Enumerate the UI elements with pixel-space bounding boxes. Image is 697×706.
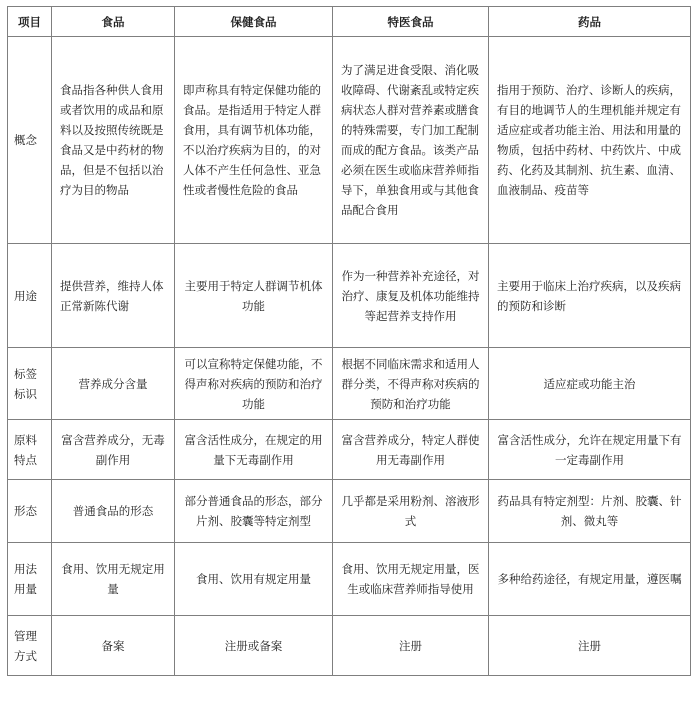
table-cell: 注册或备案 xyxy=(175,616,333,676)
row-label-form: 形态 xyxy=(8,480,52,543)
table-cell: 普通食品的形态 xyxy=(52,480,175,543)
table-cell: 注册 xyxy=(333,616,489,676)
table-cell: 即声称具有特定保健功能的食品。是指适用于特定人群食用，具有调节机体功能，不以治疗疾病为目的，的对人体不产生任何急性、亚急性或者慢性危险的食品 xyxy=(175,37,333,244)
table-cell: 食品指各种供人食用或者饮用的成品和原料以及按照传统既是食品又是中药材的物品，但是不包括以治疗为目的物品 xyxy=(52,37,175,244)
table-cell: 主要用于临床上治疗疾病，以及疾病的预防和诊断 xyxy=(489,244,691,348)
header-food: 食品 xyxy=(52,7,175,37)
table-row xyxy=(8,420,691,480)
table-row xyxy=(8,348,691,420)
row-label-management: 管理方式 xyxy=(8,616,52,676)
table-cell: 多种给药途径，有规定用量，遵医嘱 xyxy=(489,543,691,616)
row-label-concept: 概念 xyxy=(8,37,52,244)
header-drug: 药品 xyxy=(489,7,691,37)
table-row xyxy=(8,37,691,244)
table-row xyxy=(8,244,691,348)
table-cell: 富含活性成分，在规定的用量下无毒副作用 xyxy=(175,420,333,480)
table-cell: 备案 xyxy=(52,616,175,676)
table-row xyxy=(8,616,691,676)
row-label-labeling: 标签标识 xyxy=(8,348,52,420)
table-cell: 根据不同临床需求和适用人群分类，不得声称对疾病的预防和治疗功能 xyxy=(333,348,489,420)
table-row xyxy=(8,543,691,616)
table-cell: 部分普通食品的形态，部分片剂、胶囊等特定剂型 xyxy=(175,480,333,543)
table-cell: 富含营养成分，特定人群使用无毒副作用 xyxy=(333,420,489,480)
header-special-medical-food: 特医食品 xyxy=(333,7,489,37)
table-cell: 药品具有特定剂型：片剂、胶囊、针剂、微丸等 xyxy=(489,480,691,543)
table-row xyxy=(8,480,691,543)
row-label-materials: 原料特点 xyxy=(8,420,52,480)
table-cell: 几乎都是采用粉剂、溶液形式 xyxy=(333,480,489,543)
table-cell: 主要用于特定人群调节机体功能 xyxy=(175,244,333,348)
table-cell: 富含活性成分，允许在规定用量下有一定毒副作用 xyxy=(489,420,691,480)
table-cell: 食用、饮用无规定用量 xyxy=(52,543,175,616)
table-cell: 富含营养成分，无毒副作用 xyxy=(52,420,175,480)
table-cell: 为了满足进食受限、消化吸收障碍、代谢紊乱或特定疾病状态人群对营养素或膳食的特殊需要，专门加工配制而成的配方食品。该类产品必须在医生或临床营养师指导下，单独食用或与其他食品配合食用 xyxy=(333,37,489,244)
table-cell: 营养成分含量 xyxy=(52,348,175,420)
row-label-usage: 用途 xyxy=(8,244,52,348)
table-cell: 注册 xyxy=(489,616,691,676)
header-row xyxy=(8,7,691,37)
table-cell: 指用于预防、治疗、诊断人的疾病，有目的地调节人的生理机能并规定有适应症或者功能主治、用法和用量的物质，包括中药材、中药饮片、中成药、化药及其制剂、抗生素、血清、血液制品、疫苗等 xyxy=(489,37,691,244)
table-cell: 适应症或功能主治 xyxy=(489,348,691,420)
table-cell: 作为一种营养补充途径，对治疗、康复及机体功能维持等起营养支持作用 xyxy=(333,244,489,348)
row-label-dosage: 用法用量 xyxy=(8,543,52,616)
table-cell: 可以宣称特定保健功能，不得声称对疾病的预防和治疗功能 xyxy=(175,348,333,420)
header-health-food: 保健食品 xyxy=(175,7,333,37)
table-cell: 提供营养，维持人体正常新陈代谢 xyxy=(52,244,175,348)
header-item: 项目 xyxy=(8,7,52,37)
comparison-table xyxy=(7,6,691,676)
table-cell: 食用、饮用无规定用量，医生或临床营养师指导使用 xyxy=(333,543,489,616)
table-cell: 食用、饮用有规定用量 xyxy=(175,543,333,616)
